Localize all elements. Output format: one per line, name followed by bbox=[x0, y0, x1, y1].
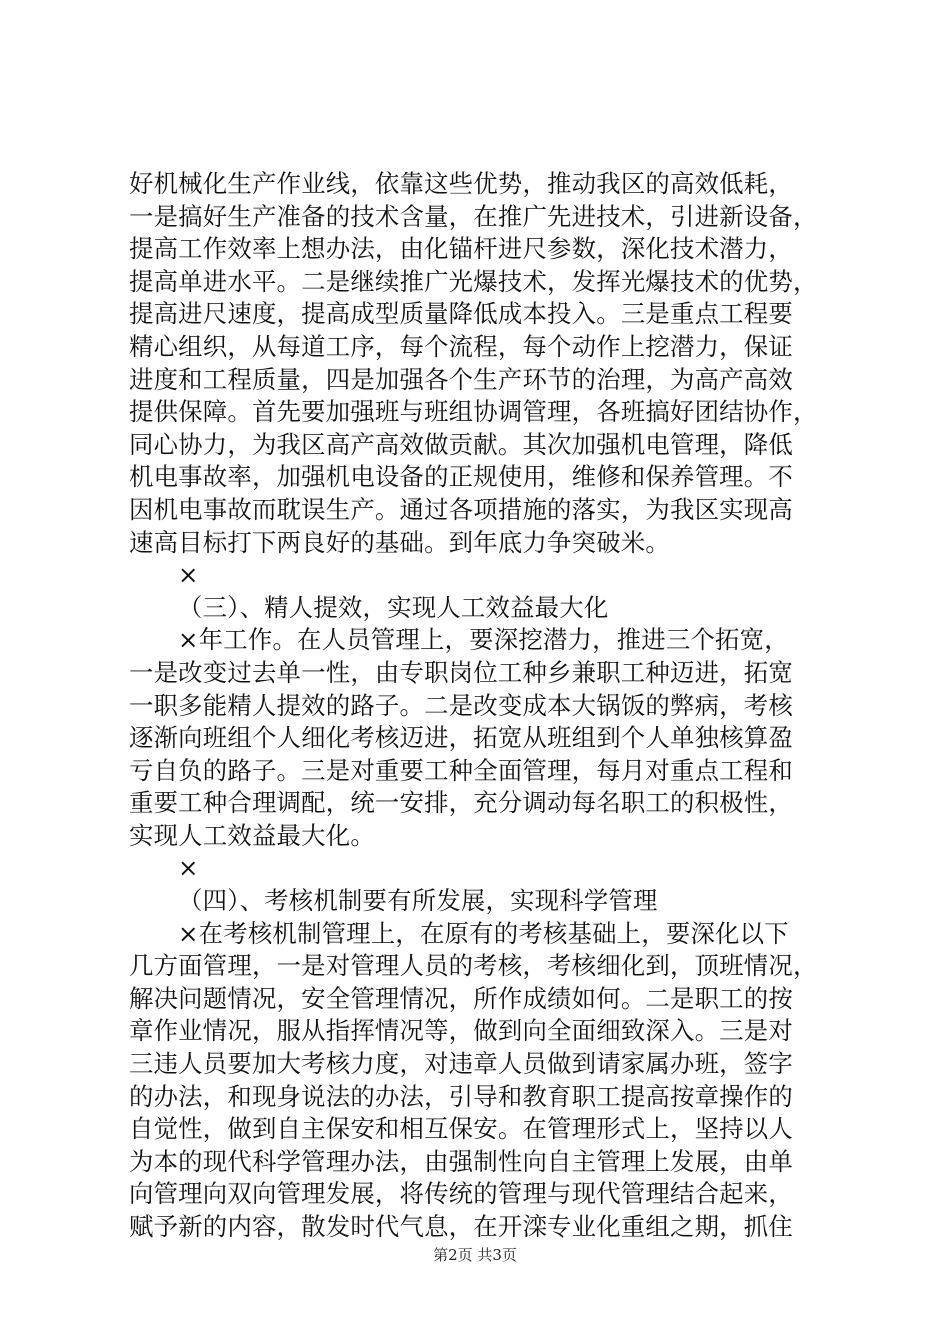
page-number-label: 第2页 共3页 bbox=[433, 1246, 517, 1264]
text-line: 实现人工效益最大化。 bbox=[129, 820, 375, 850]
text-line: 亏自负的路子。三是对重要工种全面管理，每月对重点工程和 bbox=[129, 755, 793, 785]
text-line: 提供保障。首先要加强班与班组协调管理，各班搞好团结协作， bbox=[129, 397, 818, 427]
placeholder-mark: × bbox=[178, 853, 199, 883]
text-line: 解决问题情况，安全管理情况，所作成绩如何。二是职工的按 bbox=[129, 983, 793, 1013]
text-line: 章作业情况，服从指挥情况等，做到向全面细致深入。三是对 bbox=[129, 1016, 793, 1046]
text-line: 重要工种合理调配，统一安排，充分调动每名职工的积极性， bbox=[129, 788, 793, 818]
paragraph-start: ×年工作。在人员管理上，要深挖潜力，推进三个拓宽， bbox=[178, 625, 789, 655]
text-line: 一是搞好生产准备的技术含量，在推广先进技术，引进新设备， bbox=[129, 201, 818, 231]
placeholder-mark: × bbox=[178, 560, 199, 590]
text-line: 提高单进水平。二是继续推广光爆技术，发挥光爆技术的优势， bbox=[129, 266, 818, 296]
text-line: 自觉性，做到自主保安和相互保安。在管理形式上，坚持以人 bbox=[129, 1114, 793, 1144]
text-line: 三违人员要加大考核力度，对违章人员做到请家属办班，签字 bbox=[129, 1049, 793, 1079]
text-line: 为本的现代科学管理办法，由强制性向自主管理上发展，由单 bbox=[129, 1146, 793, 1176]
paragraph-start: ×在考核机制管理上，在原有的考核基础上，要深化以下 bbox=[178, 918, 789, 948]
text-line: 赋予新的内容，散发时代气息，在开滦专业化重组之期，抓住 bbox=[129, 1212, 793, 1241]
document-body bbox=[129, 168, 829, 1244]
section-heading-4: （四）、考核机制要有所发展，实现科学管理 bbox=[178, 886, 658, 916]
section-heading-3: （三）、精人提效，实现人工效益最大化 bbox=[178, 592, 609, 622]
text-line: 精心组织，从每道工序，每个流程，每个动作上挖潜力，保证 bbox=[129, 331, 793, 361]
text-line: 好机械化生产作业线，依靠这些优势，推动我区的高效低耗， bbox=[129, 169, 793, 198]
text-line: 速高目标打下两良好的基础。到年底力争突破米。 bbox=[129, 527, 670, 557]
text-line: 进度和工程质量，四是加强各个生产环节的治理，为高产高效 bbox=[129, 364, 793, 394]
text-line: 因机电事故而耽误生产。通过各项措施的落实，为我区实现高 bbox=[129, 494, 793, 524]
text-line: 向管理向双向管理发展，将传统的管理与现代管理结合起来， bbox=[129, 1179, 793, 1209]
text-line: 一是改变过去单一性，由专职岗位工种乡兼职工种迈进，拓宽 bbox=[129, 657, 793, 687]
text-line: 的办法，和现身说法的办法，引导和教育职工提高按章操作的 bbox=[129, 1081, 793, 1111]
page-footer bbox=[0, 1245, 950, 1265]
text-line: 一职多能精人提效的路子。二是改变成本大锅饭的弊病，考核 bbox=[129, 690, 793, 720]
text-line: 几方面管理，一是对管理人员的考核，考核细化到，顶班情况， bbox=[129, 951, 818, 981]
text-line: 提高工作效率上想办法，由化锚杆进尺参数，深化技术潜力， bbox=[129, 234, 793, 264]
text-line: 同心协力，为我区高产高效做贡献。其次加强机电管理，降低 bbox=[129, 429, 793, 459]
text-line: 逐渐向班组个人细化考核迈进，拓宽从班组到个人单独核算盈 bbox=[129, 723, 793, 753]
text-line: 机电事故率，加强机电设备的正规使用，维修和保养管理。不 bbox=[129, 462, 793, 492]
text-line: 提高进尺速度，提高成型质量降低成本投入。三是重点工程要 bbox=[129, 299, 793, 329]
